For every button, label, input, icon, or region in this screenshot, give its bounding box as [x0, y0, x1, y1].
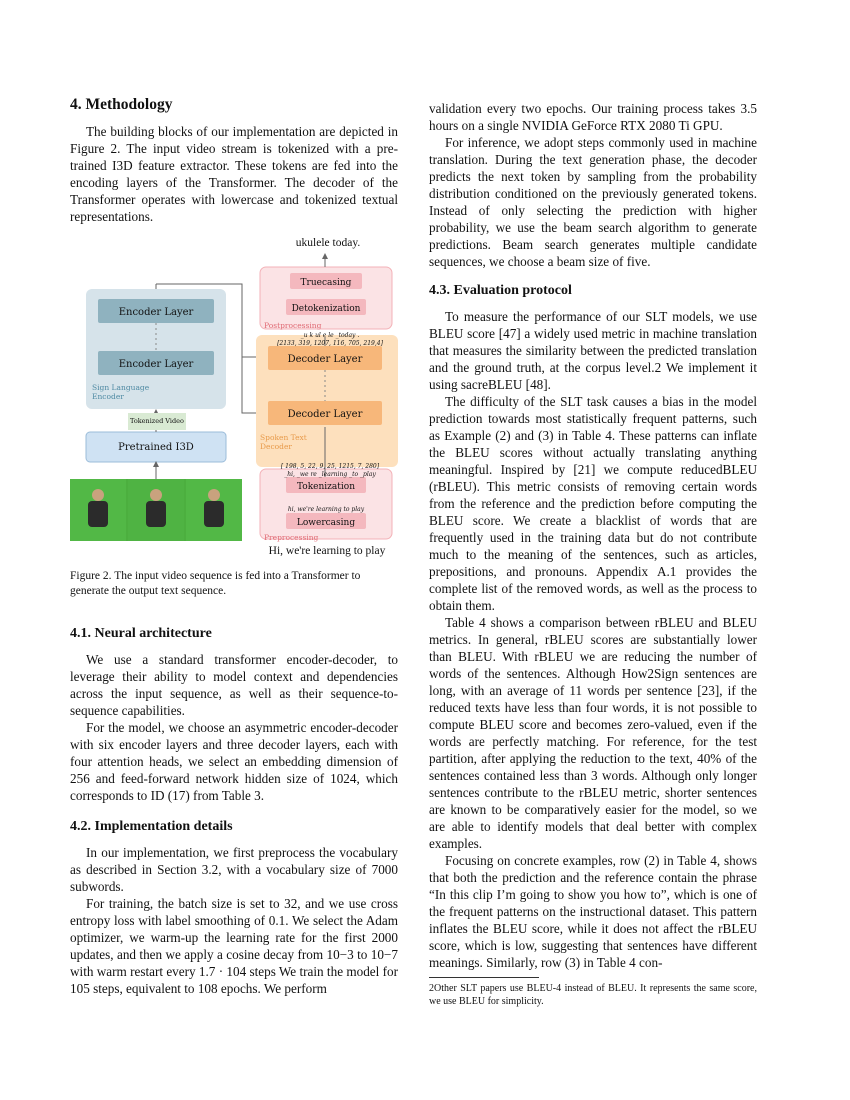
lowercasing-label: Lowercasing [296, 518, 356, 528]
footnote-rule [429, 977, 539, 978]
right-column [429, 100, 757, 1008]
section-title-neural: 4.1. Neural architecture [70, 626, 212, 641]
paragraph-eval-3: Table 4 shows a comparison between rBLEU and BLEU metrics. In general, rBLEU scores are substantially lower than BLEU. With rBLEU we are reducing the number of words of the sentences. Although How2Sign sentences are long, with an average of 11 words per sentence [23], if the reduced texts have less than four words, it is not possible to compute BLEU score and becomes zero-valued, even if the words are perfectly matching. For reference, for the test partition, after applying the reduction to the text, 40% of the sentences contained less than 3 words. Although only longer sentences contribute to the rBLEU metric, shorter sentences are known to be comparatively easier for the model, so we are able to identify models that deal better with complex examples. [429, 615, 757, 851]
section-title-methodology: 4. Methodology [70, 96, 173, 113]
detokenization-label: Detokenization [291, 304, 361, 314]
left-column [70, 96, 398, 997]
paragraph-inference: For inference, we adopt steps commonly used in machine translation. During the text generation phase, the decoder predicts the next token by sampling from the probability distribution conditioned on the previously generated tokens. Instead of only selecting the prediction with higher probability, we use the beam search algorithm to generate predictions. Beam search generates multiple candidate sequences, we choose a beam size of five. [429, 135, 757, 269]
paragraph-continued: validation every two epochs. Our training process takes 3.5 hours on a single NVIDIA GeForce RTX 2080 Ti GPU. [429, 101, 757, 133]
section-title-implementation: 4.2. Implementation details [70, 819, 233, 834]
paragraph-impl-2: For training, the batch size is set to 32, and we use cross entropy loss with label smoothing of 0.1. We select the Adam optimizer, we warm-up the learning rate for the first 2000 updates, and then we apply a cosine decay from 10−3 to 10−7 with warm restart every 1.7 · 104 steps We train the model for 105 steps, equivalent to 108 epochs. We perform [70, 896, 398, 996]
lowercased-text: hi, we're learning to play [287, 506, 365, 513]
paragraph-methodology: The building blocks of our implementation are depicted in Figure 2. The input video stream is tokenized with a pre-trained I3D feature extractor. These tokens are fed into the encoding layers of the Transformer. The decoder of the Transformer operates with lowercase and tokenized textual representations. [70, 124, 398, 224]
paragraph-eval-4: Focusing on concrete examples, row (2) in Table 4, shows that both the prediction and the reference contain the phrase “In this clip I’m going to show you how to”, which is one of the frequent patterns on the instructional dataset. This pattern inflates the BLEU score, while it does not affect the rBLEU score, which is low, suggesting that sentences have different meanings. Similarly, row (3) in Table 4 con- [429, 853, 757, 970]
truecasing-label: Truecasing [300, 278, 352, 288]
input-text: Hi, we're learning to play [268, 545, 386, 557]
output-text: ukulele today. [295, 237, 361, 249]
decoder-layer-top-label: Decoder Layer [287, 354, 363, 365]
paragraph-impl-1: In our implementation, we first preprocess the vocabulary as described in Section 3.2, with a vocabulary size of 7000 subwords. [70, 845, 398, 894]
footnote-2: 2Other SLT papers use BLEU-4 instead of BLEU. It represents the same score, we use BLEU for simplicity. [429, 983, 757, 1007]
preprocessing-label: Preprocessing [264, 533, 319, 542]
encoder-layer-top-label: Encoder Layer [118, 307, 194, 318]
token-input-ids: [ 198, 5, 22, 9, 25, 1215, 7, 280] [280, 463, 380, 470]
tokenized-video-label: Tokenized Video [128, 413, 186, 430]
paragraph-eval-1: To measure the performance of our SLT models, we use BLEU score [47] a widely used metric in machine translation that measures the similarity between the predicted translation and the ground truth, at the corpus level.2 We implement it using sacreBLEU [48]. [429, 309, 757, 392]
paragraph-neural-2: For the model, we choose an asymmetric encoder-decoder with six encoder layers and three decoder layers, each with four attention heads, we select an embedding dimension of 256 and feed-forward network hidden size of 1024, which corresponds to ID (17) from Table 3. [70, 720, 398, 803]
decoder-layer-bottom-label: Decoder Layer [287, 409, 363, 420]
encoder-layer-bottom-label: Encoder Layer [118, 359, 194, 370]
token-input-subwords: _hi, _we re _learning _to _play [284, 471, 376, 478]
paragraph-neural-1: We use a standard transformer encoder-decoder, to leverage their ability to model context and dependencies across the input sequence, as well as their sequence-to-sequence capabilities. [70, 652, 398, 718]
figure-2 [70, 237, 398, 557]
section-title-evaluation: 4.3. Evaluation protocol [429, 283, 572, 298]
video-frames [70, 479, 242, 541]
token-output-ids: [2133, 319, 1207, 116, 705, 219,4] [277, 340, 383, 347]
sign-language-encoder-label: Sign Language Encoder [92, 383, 150, 401]
token-output-subwords: _u k ul e le _today . [300, 332, 360, 339]
postprocessing-label: Postprocessing [264, 321, 322, 330]
tokenization-label: Tokenization [297, 482, 355, 492]
paragraph-eval-2: The difficulty of the SLT task causes a bias in the model prediction towards most statistically frequent patterns, such as Example (2) and (3) in Table 4. These patterns can inflate the BLEU scores without actually translating anything meaningful. Inspired by [21] we compute reducedBLEU (rBLEU). This metric consists of removing certain words from the reference and the prediction before computing the BLEU score. We create a blacklist of words that are frequently used in the training data but do not contribute much to the meaning of the sentences, such as articles, prepositions, and pronouns. Appendix A.1 provides the complete list of the removed words, as well as the process to obtain them. [429, 394, 757, 613]
spoken-text-decoder-label: Spoken Text Decoder [260, 433, 307, 451]
pretrained-i3d-label: Pretrained I3D [118, 442, 194, 453]
figure-2-caption: Figure 2. The input video sequence is fed into a Transformer to generate the output text sequence. [70, 570, 361, 597]
